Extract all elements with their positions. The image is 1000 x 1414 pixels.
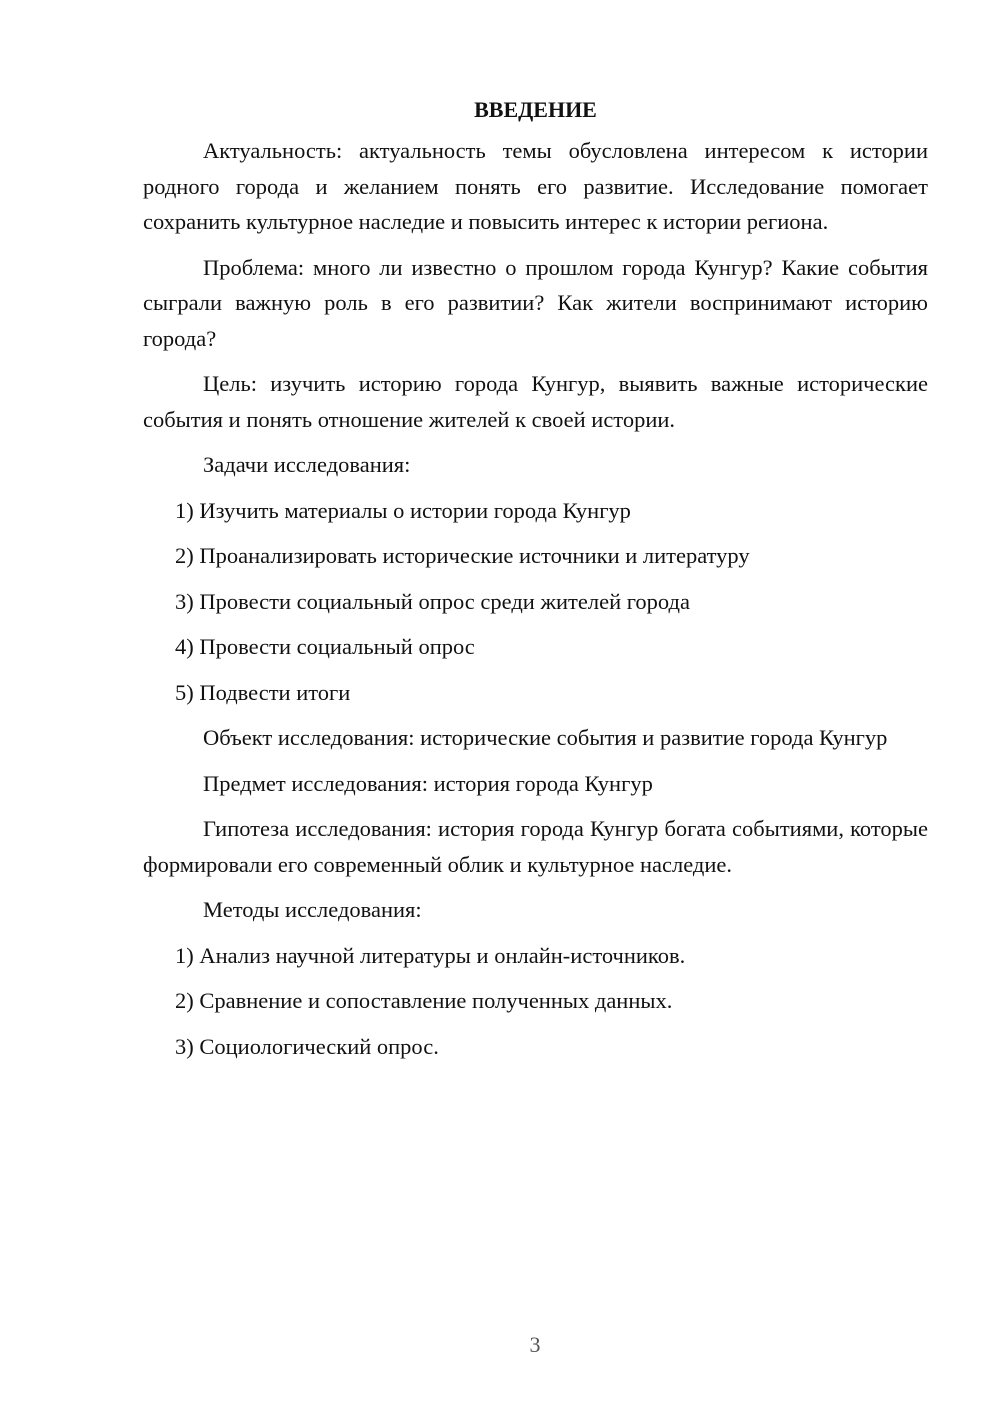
tasks-heading: Задачи исследования: (203, 452, 411, 477)
document-page (143, 92, 928, 1074)
list-item: 2) Сравнение и сопоставление полученных данных. (175, 988, 673, 1013)
page-number: 3 (529, 1332, 541, 1357)
relevance-paragraph: Актуальность: актуальность темы обусловлена интересом к истории родного города и желанием понять его развитие. Исследование помогает сохранить культурное наследие и повысить интерес к истории региона. (143, 138, 928, 234)
list-item: 5) Подвести итоги (175, 679, 351, 705)
list-item: 1) Анализ научной литературы и онлайн-источников. (175, 942, 686, 968)
problem-paragraph: Проблема: много ли известно о прошлом города Кунгур? Какие события сыграли важную роль в его развитии? Как жители воспринимают историю города? (143, 254, 928, 351)
list-item: 3) Провести социальный опрос среди жителей города (175, 588, 690, 614)
methods-list (143, 938, 928, 1065)
subject-paragraph: Предмет исследования: история города Кунгур (203, 770, 653, 796)
methods-heading: Методы исследования: (203, 897, 422, 922)
list-item: 1) Изучить материалы о истории города Кунгур (175, 497, 631, 523)
section-title: ВВЕДЕНИЕ (474, 97, 597, 122)
object-paragraph: Объект исследования: исторические события и развитие города Кунгур (203, 725, 888, 750)
list-item: 2) Проанализировать исторические источники и литературу (175, 543, 750, 568)
goal-paragraph: Цель: изучить историю города Кунгур, выявить важные исторические события и понять отношение жителей к своей истории. (143, 371, 928, 432)
hypothesis-paragraph: Гипотеза исследования: история города Кунгур богата событиями, которые формировали его современный облик и культурное наследие. (143, 816, 928, 877)
tasks-list (143, 493, 928, 711)
list-item: 4) Провести социальный опрос (175, 634, 475, 659)
list-item: 3) Социологический опрос. (175, 1033, 439, 1059)
